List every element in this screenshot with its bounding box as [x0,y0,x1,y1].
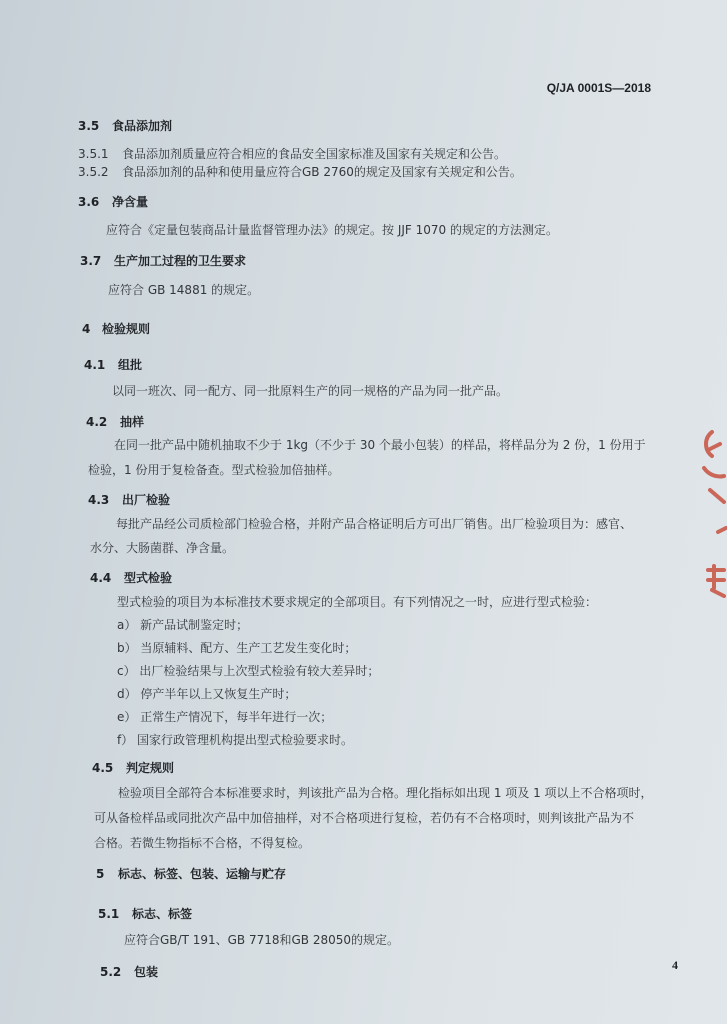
section-title: 抽样 [120,415,145,429]
section-number: 4.4 [90,571,112,585]
section-number: 3.5.2 [78,165,109,179]
section-5-2-heading [100,964,158,980]
section-title: 出厂检验 [122,493,171,507]
section-4-2-text-line-2: 检验，1 份用于复检备查。型式检验加倍抽样。 [88,463,340,477]
section-3-7-heading [80,253,246,269]
section-title: 标志、标签 [132,907,193,921]
section-number: 3.6 [78,195,100,209]
section-number: 5.2 [100,965,122,979]
list-item: e） 正常生产情况下，每半年进行一次； [117,710,333,724]
section-4-1-text: 以同一班次、同一配方、同一批原料生产的同一规格的产品为同一批产品。 [112,384,509,398]
section-number: 3.7 [80,254,102,268]
section-text: 食品添加剂的品种和使用量应符合GB 2760的规定及国家有关规定和公告。 [122,165,522,179]
section-4-5-text-line-3: 合格。若微生物指标不合格，不得复检。 [94,836,311,850]
list-item: f） 国家行政管理机构提出型式检验要求时。 [117,733,354,747]
list-item: b） 当原辅料、配方、生产工艺发生变化时； [117,641,357,655]
section-4-5-text-line-2: 可从备检样品或同批次产品中加倍抽样，对不合格项进行复检，若仍有不合格项时，则判该批产品为不 [94,811,635,825]
section-4-3-text-line-1: 每批产品经公司质检部门检验合格，并附产品合格证明后方可出厂销售。出厂检验项目为：感官、 [116,517,633,531]
section-number: 5.1 [98,907,120,921]
section-4-4-heading [90,570,172,586]
section-title: 判定规则 [126,761,175,775]
section-number: 4 [82,322,91,336]
list-item: a） 新产品试制鉴定时； [117,618,249,632]
section-title: 检验规则 [102,322,151,336]
document-code: Q/JA 0001S—2018 [546,81,651,95]
section-number: 5 [96,867,105,881]
list-item: d） 停产半年以上又恢复生产时； [117,687,297,701]
section-3-5-2 [78,164,522,180]
section-number: 4.5 [92,761,114,775]
section-5-1-heading [98,906,192,922]
section-4-heading [82,321,150,337]
section-4-5-heading [92,760,174,776]
section-number: 3.5 [78,119,100,133]
section-5-heading [96,866,286,882]
section-4-5-text-line-1: 检验项目全部符合本标准要求时，判该批产品为合格。理化指标如出现 1 项及 1 项以上不合格项时， [118,786,653,800]
section-number: 4.1 [84,358,106,372]
section-4-2-heading [86,414,144,430]
section-number: 3.5.1 [78,147,109,161]
section-text: 食品添加剂质量应符合相应的食品安全国家标准及国家有关规定和公告。 [122,147,507,161]
section-4-2-text-line-1: 在同一批产品中随机抽取不少于 1kg（不少于 30 个最小包装）的样品，将样品分为 2 份，1 份用于 [114,438,646,452]
section-title: 型式检验 [124,571,173,585]
page-number: 4 [672,958,678,972]
section-3-5-1 [78,146,506,162]
section-5-1-text: 应符合GB/T 191、GB 7718和GB 28050的规定。 [124,933,400,947]
section-4-4-intro: 型式检验的项目为本标准技术要求规定的全部项目。有下列情况之一时，应进行型式检验： [117,595,598,609]
section-number: 4.3 [88,493,110,507]
section-title: 标志、标签、包装、运输与贮存 [118,867,287,881]
section-title: 净含量 [112,195,149,209]
section-3-6-text: 应符合《定量包装商品计量监督管理办法》的规定。按 JJF 1070 的规定的方法测定。 [106,223,558,237]
section-title: 食品添加剂 [112,119,173,133]
section-3-5-heading [78,118,172,134]
section-4-3-text-line-2: 水分、大肠菌群、净含量。 [90,541,235,555]
section-number: 4.2 [86,415,108,429]
seal-stamp [690,420,727,600]
section-title: 组批 [118,358,143,372]
section-title: 包装 [134,965,159,979]
section-3-6-heading [78,194,148,210]
section-3-7-text: 应符合 GB 14881 的规定。 [108,283,260,297]
section-title: 生产加工过程的卫生要求 [114,254,247,268]
section-4-1-heading [84,357,142,373]
section-4-3-heading [88,492,170,508]
list-item: c） 出厂检验结果与上次型式检验有较大差异时； [117,664,380,678]
